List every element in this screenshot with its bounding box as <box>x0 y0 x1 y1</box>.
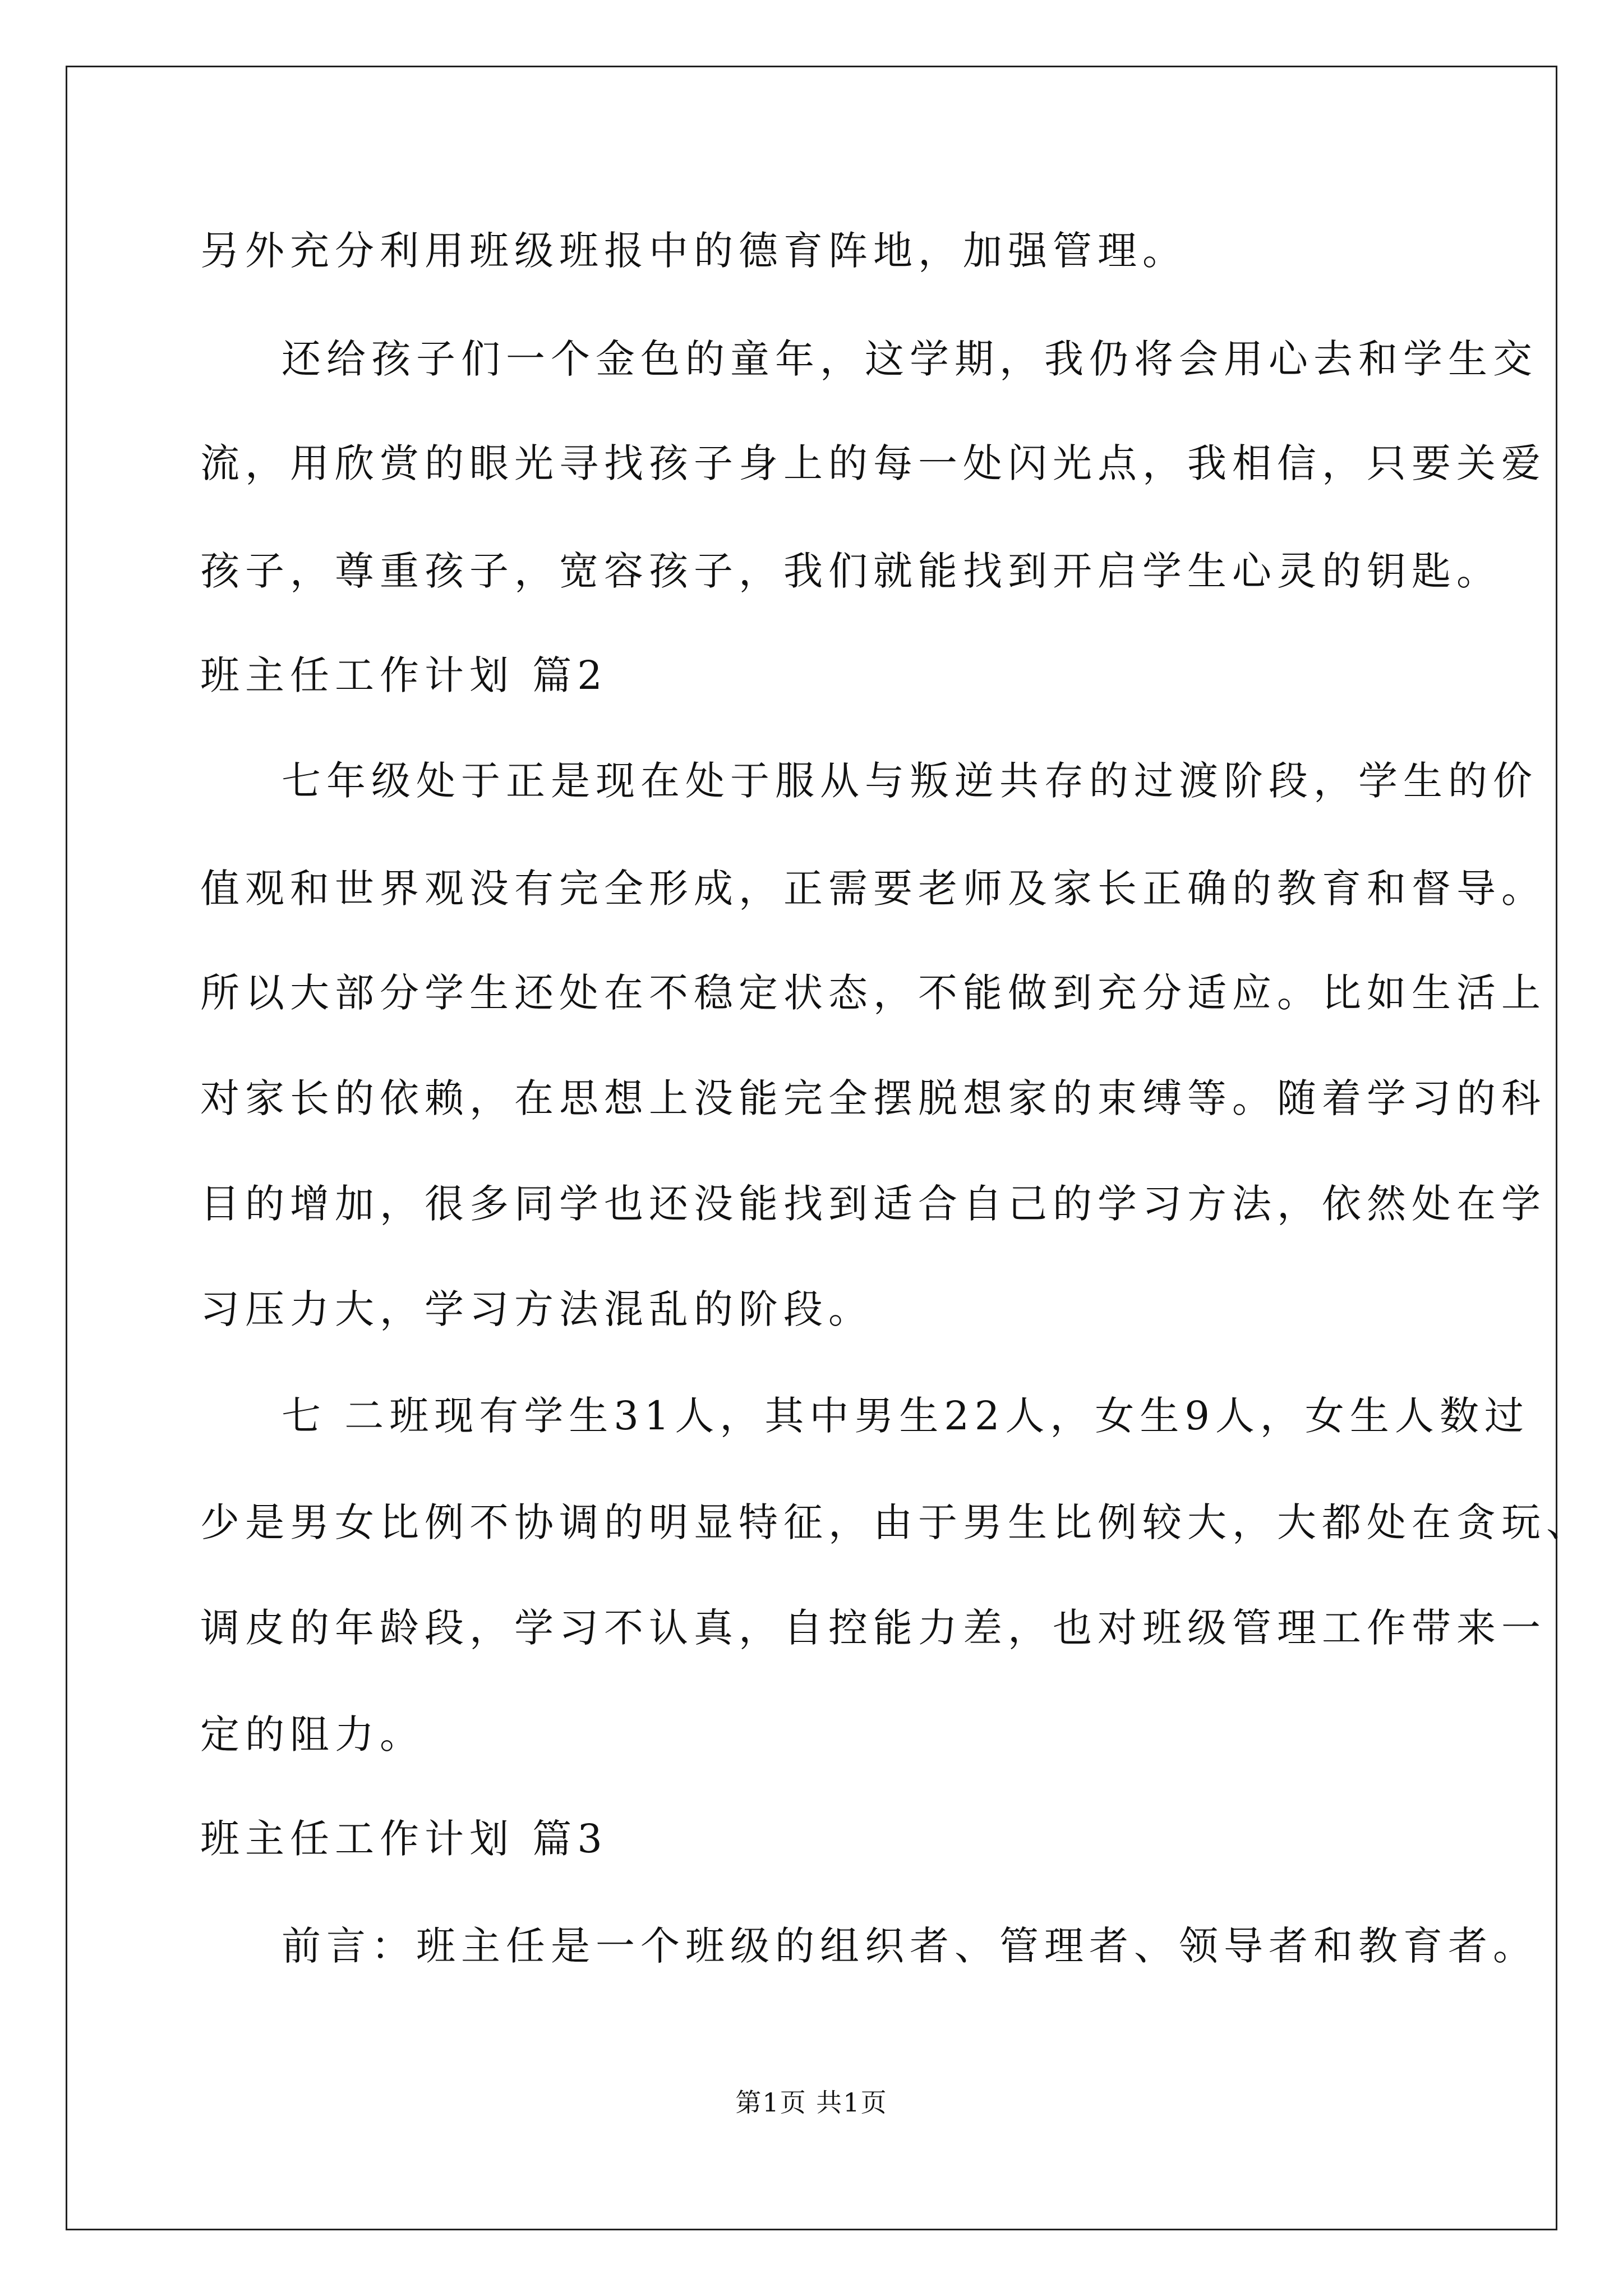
text-line: 少是男女比例不协调的明显特征，由于男生比例较大，大都处在贪玩、 <box>200 1499 1591 1545</box>
text-line: 所以大部分学生还处在不稳定状态，不能做到充分适应。比如生活上 <box>200 970 1546 1016</box>
text-line: 还给孩子们一个金色的童年，这学期，我仍将会用心去和学生交 <box>282 336 1538 382</box>
text-line: 流，用欣赏的眼光寻找孩子身上的每一处闪光点，我相信，只要关爱 <box>200 440 1546 486</box>
text-line: 目的增加，很多同学也还没能找到适合自己的学习方法，依然处在学 <box>200 1181 1546 1227</box>
text-line: 值观和世界观没有完全形成，正需要老师及家长正确的教育和督导。 <box>200 866 1546 912</box>
page-border <box>66 66 1557 2230</box>
text-line: 七 二班现有学生31人，其中男生22人，女生9人，女生人数过 <box>282 1393 1529 1439</box>
section-heading: 班主任工作计划 篇2 <box>200 652 608 698</box>
text-line: 孩子，尊重孩子，宽容孩子，我们就能找到开启学生心灵的钥匙。 <box>200 548 1501 594</box>
text-line: 定的阻力。 <box>200 1711 425 1757</box>
text-line: 对家长的依赖，在思想上没能完全摆脱想家的束缚等。随着学习的科 <box>200 1075 1546 1121</box>
text-line: 七年级处于正是现在处于服从与叛逆共存的过渡阶段，学生的价 <box>282 758 1538 804</box>
text-line: 另外充分利用班级班报中的德育阵地，加强管理。 <box>200 228 1187 274</box>
text-line: 习压力大，学习方法混乱的阶段。 <box>200 1286 873 1332</box>
text-line: 前言：班主任是一个班级的组织者、管理者、领导者和教育者。 <box>282 1923 1538 1969</box>
page-footer: 第1页 共1页 <box>735 2087 888 2118</box>
text-line: 调皮的年龄段，学习不认真，自控能力差，也对班级管理工作带来一 <box>200 1605 1546 1651</box>
section-heading: 班主任工作计划 篇3 <box>200 1816 608 1862</box>
